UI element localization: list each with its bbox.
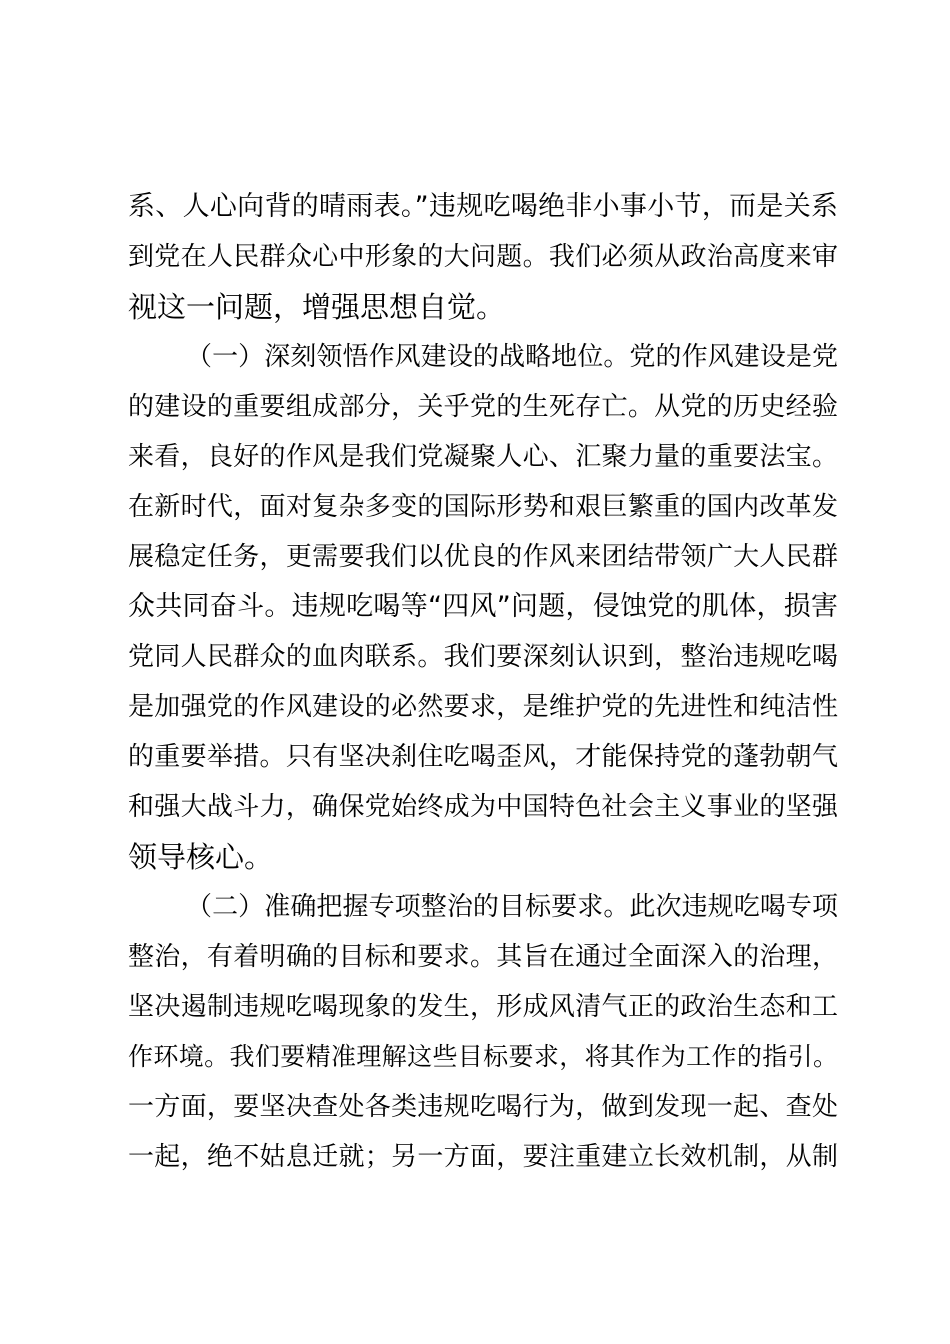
text-line: 坚决遏制违规吃喝现象的发生，形成风清气正的政治生态和工: [128, 992, 838, 1022]
section-heading-line: （一）深刻领悟作风建设的战略地位。党的作风建设是党: [186, 342, 838, 372]
text-line: 整治，有着明确的目标和要求。其旨在通过全面深入的治理，: [128, 942, 838, 972]
text-line: 在新时代，面对复杂多变的国际形势和艰巨繁重的国内改革发: [128, 492, 838, 522]
text-line: 来看，良好的作风是我们党凝聚人心、汇聚力量的重要法宝。: [128, 442, 838, 472]
text-line: 系、人心向背的晴雨表。”违规吃喝绝非小事小节，而是关系: [128, 191, 838, 222]
text-line: 视这一问题，增强思想自觉。: [128, 290, 506, 324]
section-heading-line: （二）准确把握专项整治的目标要求。此次违规吃喝专项: [186, 892, 838, 922]
text-line: 是加强党的作风建设的必然要求，是维护党的先进性和纯洁性: [128, 692, 838, 722]
text-line: 展稳定任务，更需要我们以优良的作风来团结带领广大人民群: [128, 542, 838, 572]
text-line: 的重要举措。只有坚决刹住吃喝歪风，才能保持党的蓬勃朝气: [128, 742, 838, 772]
text-line: 一起，绝不姑息迁就；另一方面，要注重建立长效机制，从制: [128, 1142, 838, 1172]
text-line: 一方面，要坚决查处各类违规吃喝行为，做到发现一起、查处: [128, 1092, 838, 1122]
text-line: 到党在人民群众心中形象的大问题。我们必须从政治高度来审: [128, 242, 838, 272]
text-line: 作环境。我们要精准理解这些目标要求，将其作为工作的指引。: [128, 1042, 838, 1071]
text-line: 的建设的重要组成部分，关乎党的生死存亡。从党的历史经验: [128, 392, 838, 422]
text-line: 领导核心。: [128, 840, 274, 874]
text-line: 众共同奋斗。违规吃喝等“四风”问题，侵蚀党的肌体，损害: [128, 591, 838, 622]
text-line: 和强大战斗力，确保党始终成为中国特色社会主义事业的坚强: [128, 792, 838, 822]
text-line: 党同人民群众的血肉联系。我们要深刻认识到，整治违规吃喝: [128, 642, 838, 672]
